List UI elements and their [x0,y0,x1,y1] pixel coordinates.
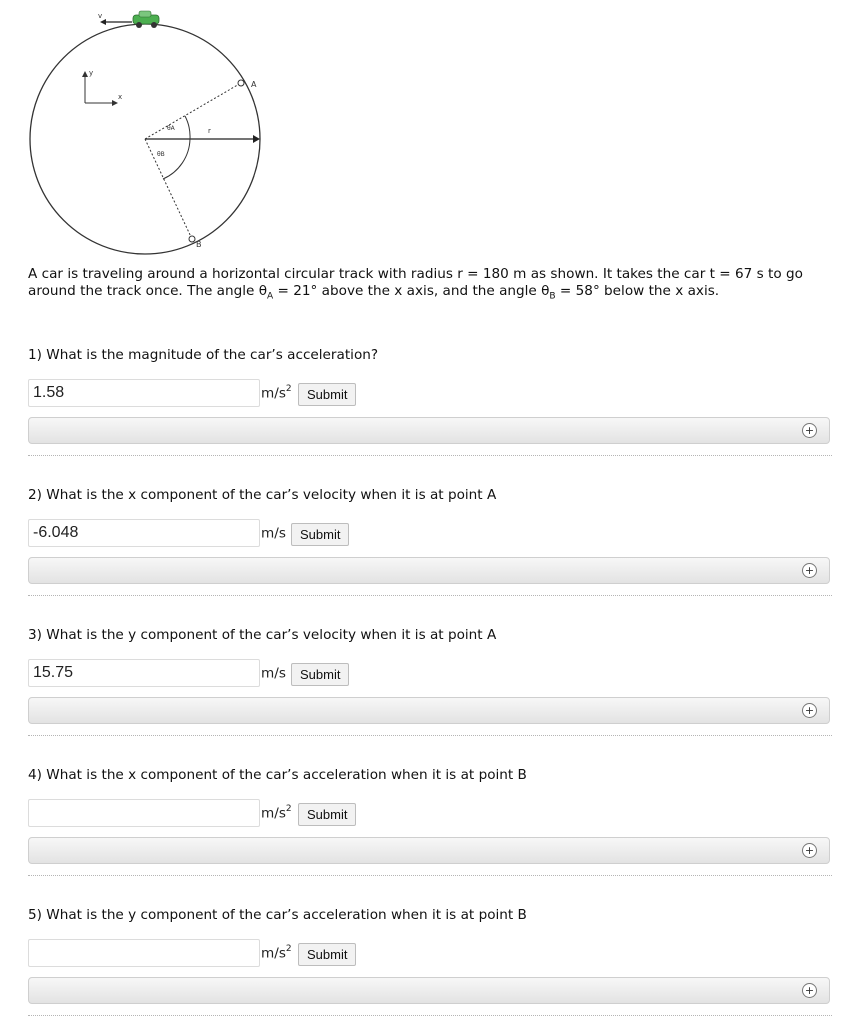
answer-5-input[interactable] [28,939,260,967]
divider [28,455,832,456]
plus-icon[interactable]: + [802,983,817,998]
divider [28,735,832,736]
label-y: y [89,69,94,77]
hint-expander-2[interactable] [28,557,830,584]
arc-theta-a [185,116,190,139]
unit-label: $m/s^2$ [261,384,292,402]
point-a [238,80,244,86]
unit-label: $m/s^2$ [261,804,292,822]
label-theta-a: θA [167,125,175,132]
answer-2-input[interactable] [28,519,260,547]
arc-theta-b [163,139,190,179]
label-r: r [208,127,211,135]
answer-1-input[interactable] [28,379,260,407]
unit-label: $m/s^2$ [261,944,292,962]
divider [28,595,832,596]
question-3-text: 3) What is the y component of the car’s velocity when it is at point A [28,627,497,643]
label-a: A [251,80,257,89]
car-icon [133,11,159,28]
submit-button-1[interactable]: Submit [298,383,356,406]
answer-4-input[interactable] [28,799,260,827]
submit-button-5[interactable]: Submit [298,943,356,966]
divider [28,1015,832,1016]
label-b: B [196,240,202,249]
divider [28,875,832,876]
unit-label: m/s [261,525,286,542]
subscript-a: A [267,291,274,302]
line-to-b [145,139,192,239]
question-5-text: 5) What is the y component of the car’s acceleration when it is at point B [28,907,527,923]
label-v: v [98,12,103,20]
question-4-text: 4) What is the x component of the car’s acceleration when it is at point B [28,767,527,783]
label-theta-b: θB [157,151,165,158]
hint-expander-4[interactable] [28,837,830,864]
plus-icon[interactable]: + [802,423,817,438]
submit-button-3[interactable]: Submit [291,663,349,686]
question-2-text: 2) What is the x component of the car’s velocity when it is at point A [28,487,497,503]
line-to-a [145,83,241,139]
hint-expander-5[interactable] [28,977,830,1004]
unit-label: m/s [261,665,286,682]
answer-3-input[interactable] [28,659,260,687]
plus-icon[interactable]: + [802,563,817,578]
submit-button-2[interactable]: Submit [291,523,349,546]
label-x: x [118,93,123,101]
plus-icon[interactable]: + [802,843,817,858]
submit-button-4[interactable]: Submit [298,803,356,826]
circular-track-diagram [20,8,270,258]
hint-expander-3[interactable] [28,697,830,724]
question-1-text: 1) What is the magnitude of the car’s acceleration? [28,347,379,363]
point-b [189,236,195,242]
problem-statement: A car is traveling around a horizontal circular track with radius r = 180 m as shown. It takes the car t = 67 s to go around the track once. The angle $\theta_A = 21^\circ$ above the x axis, and the angle $\theta_B = 58^\circ$ below the x axis. [28,266,803,302]
hint-expander-1[interactable] [28,417,830,444]
subscript-b: B [549,291,556,302]
plus-icon[interactable]: + [802,703,817,718]
